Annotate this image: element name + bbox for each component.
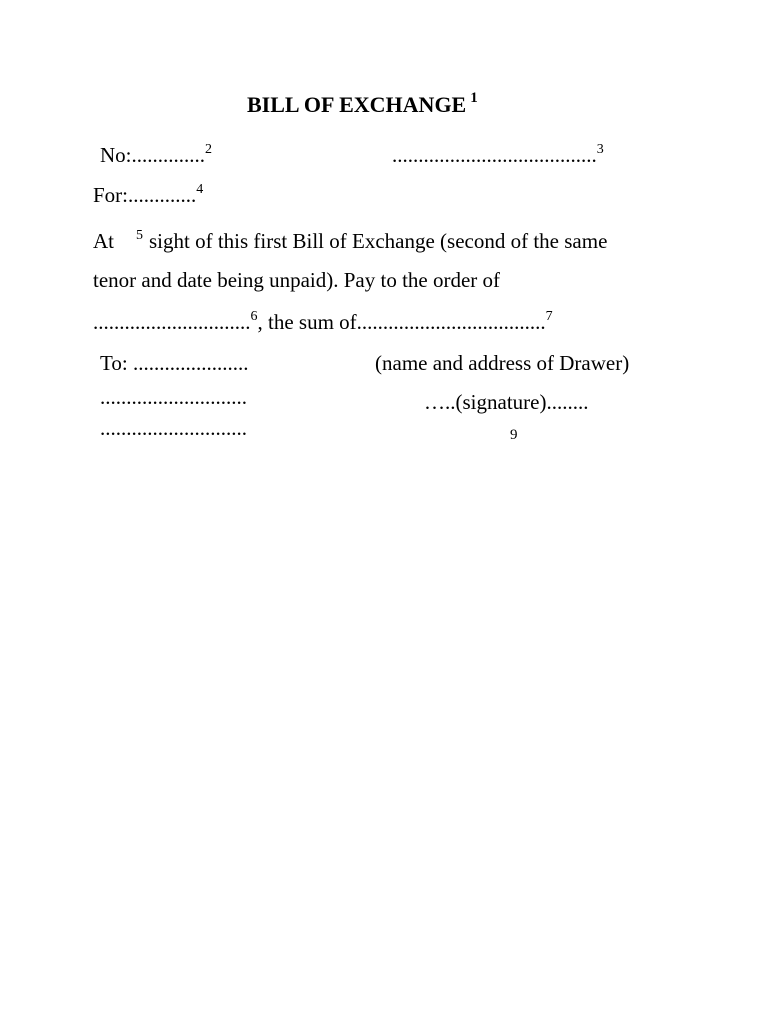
drawer-name-address: (name and address of Drawer) <box>375 351 630 375</box>
drawee-label: To: ...................... <box>100 351 249 375</box>
footnote-ref-7: 7 <box>545 309 553 324</box>
signature-line: …..(signature)........ <box>424 390 589 414</box>
body-at: At <box>93 229 114 253</box>
payee-field: .............................. <box>93 310 251 334</box>
footnote-ref-3: 3 <box>596 142 604 157</box>
title-text: BILL OF EXCHANGE <box>247 92 467 117</box>
footnote-ref-9: 9 <box>510 427 518 443</box>
footnote-ref-5: 5 <box>136 228 143 243</box>
body-line-1-text: sight of this first Bill of Exchange (second of the same <box>149 229 608 253</box>
body-line-3 <box>93 309 553 334</box>
number-field: No:.............. <box>100 143 205 167</box>
body-line-1 <box>93 228 608 253</box>
number-line <box>100 142 212 167</box>
footnote-ref-2: 2 <box>205 142 212 157</box>
for-amount-line <box>93 182 204 207</box>
date-place-line <box>392 142 604 167</box>
document-title <box>247 90 478 117</box>
drawee-address-line-1: ............................ <box>100 385 247 409</box>
footnote-ref-6: 6 <box>250 309 258 324</box>
for-amount-field: For:............. <box>93 183 197 207</box>
body-line-2-text: tenor and date being unpaid). Pay to the order of <box>93 268 501 292</box>
footnote-ref-4: 4 <box>196 182 204 197</box>
footnote-ref-1: 1 <box>470 90 478 106</box>
sum-text: , the sum of.................................... <box>257 310 546 334</box>
body-line-2 <box>93 270 500 291</box>
date-place-field: ....................................... <box>392 143 597 167</box>
drawee-address-line-2: ............................ <box>100 416 247 440</box>
